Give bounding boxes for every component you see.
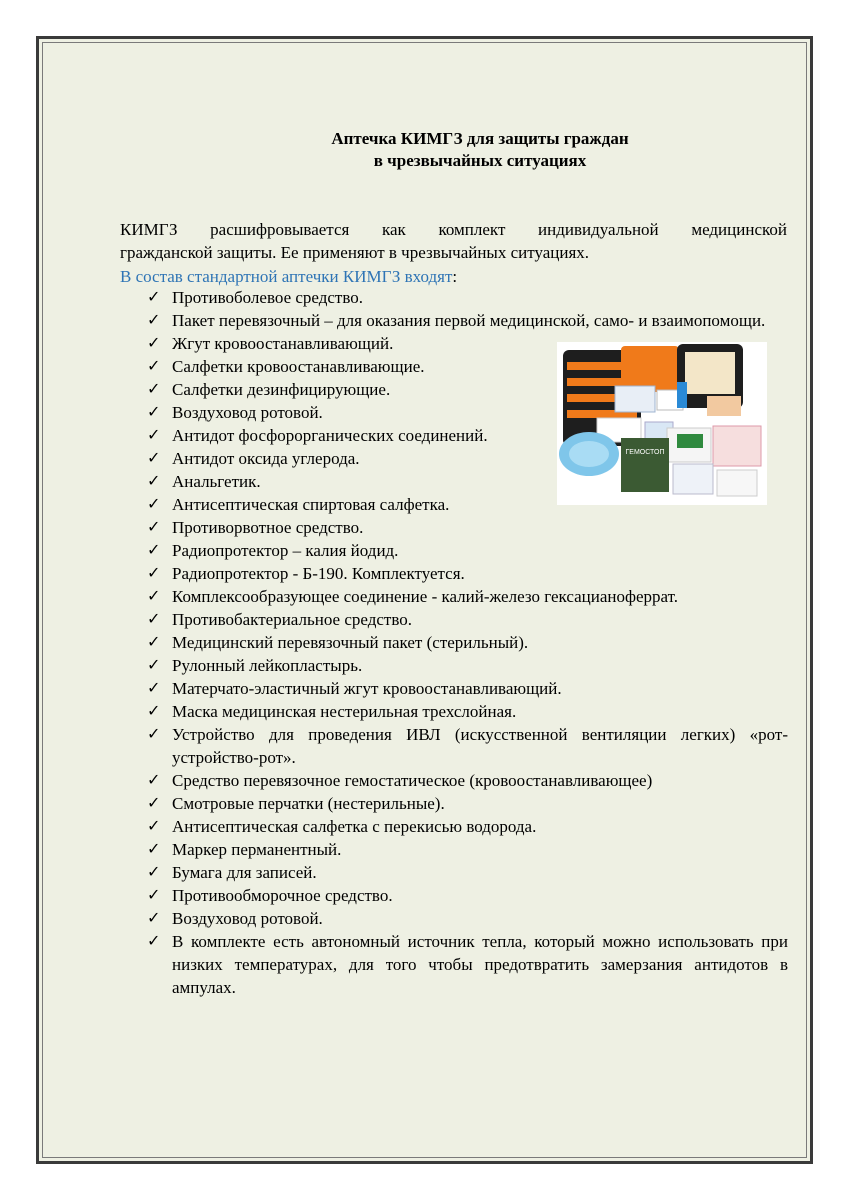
first-aid-kit-illustration: [557, 342, 767, 505]
list-item-text: Антидот фосфорорганических соединений.: [172, 426, 488, 445]
checkmark-icon: ✓: [147, 312, 161, 329]
checkmark-icon: ✓: [147, 611, 161, 628]
composition-heading: [120, 265, 457, 288]
checkmark-icon: ✓: [147, 933, 161, 950]
checkmark-icon: ✓: [147, 381, 161, 398]
list-item: [120, 562, 788, 585]
checkmark-icon: ✓: [147, 634, 161, 651]
list-item-text: Комплексообразующее соединение - калий-железо гексацианоферрат.: [172, 587, 679, 606]
intro-line-1: КИМГЗ расшифровывается как комплект индивидуальной медицинской: [120, 220, 787, 239]
list-item-text: Устройство для проведения ИВЛ (искусственной вентиляции легких) «рот-устройство-рот».: [172, 725, 788, 767]
list-item: [120, 447, 542, 470]
composition-label: В состав стандартной аптечки КИМГЗ входят: [120, 267, 453, 286]
checkmark-icon: ✓: [147, 726, 161, 743]
checkmark-icon: ✓: [147, 910, 161, 927]
checkmark-icon: ✓: [147, 450, 161, 467]
list-item: [120, 401, 542, 424]
list-item-text: В комплекте есть автономный источник тепла, который можно использовать при низких температурах, для того чтобы предотвратить замерзания антидотов в ампулах.: [172, 932, 788, 997]
list-item-text: Воздуховод ротовой.: [172, 909, 323, 928]
list-item-text: Жгут кровоостанавливающий.: [172, 334, 394, 353]
checkmark-icon: ✓: [147, 427, 161, 444]
checkmark-icon: ✓: [147, 565, 161, 582]
list-item: [120, 907, 788, 930]
checkmark-icon: ✓: [147, 358, 161, 375]
list-item: [120, 378, 542, 401]
list-item: [120, 654, 788, 677]
list-item: [120, 930, 788, 999]
list-item-text: Антисептическая салфетка с перекисью водорода.: [172, 817, 537, 836]
list-item: [120, 516, 788, 539]
checkmark-icon: ✓: [147, 335, 161, 352]
intro-paragraph: [120, 218, 787, 264]
checkmark-icon: ✓: [147, 841, 161, 858]
list-item-text: Смотровые перчатки (нестерильные).: [172, 794, 445, 813]
checkmark-icon: ✓: [147, 473, 161, 490]
list-item-text: Средство перевязочное гемостатическое (кровоостанавливающее): [172, 771, 653, 790]
list-item: [120, 723, 788, 769]
checkmark-icon: ✓: [147, 703, 161, 720]
composition-colon: :: [452, 267, 458, 286]
checkmark-icon: ✓: [147, 772, 161, 789]
list-item: [120, 884, 788, 907]
intro-line-2: гражданской защиты. Ее применяют в чрезвычайных ситуациях.: [120, 243, 590, 262]
list-item-text: Маркер перманентный.: [172, 840, 342, 859]
list-item: [120, 470, 542, 493]
document-title: [120, 128, 840, 172]
checkmark-icon: ✓: [147, 818, 161, 835]
photo-pack-label: ГЕМОСТОП: [625, 449, 665, 456]
list-item: [120, 332, 542, 355]
checkmark-icon: ✓: [147, 887, 161, 904]
checkmark-icon: ✓: [147, 864, 161, 881]
list-item-text: Противоболевое средство.: [172, 288, 364, 307]
list-item-text: Противообморочное средство.: [172, 886, 393, 905]
list-item-text: Медицинский перевязочный пакет (стерильный).: [172, 633, 529, 652]
title-line-2: в чрезвычайных ситуациях: [373, 151, 587, 170]
list-item: [120, 539, 788, 562]
title-line-1: Аптечка КИМГЗ для защиты граждан: [331, 129, 629, 148]
checkmark-icon: ✓: [147, 680, 161, 697]
list-item-text: Радиопротектор - Б-190. Комплектуется.: [172, 564, 465, 583]
checkmark-icon: ✓: [147, 519, 161, 536]
list-item-text: Бумага для записей.: [172, 863, 317, 882]
list-item-text: Рулонный лейкопластырь.: [172, 656, 363, 675]
list-item-text: Матерчато-эластичный жгут кровоостанавливающий.: [172, 679, 562, 698]
list-item: [120, 700, 788, 723]
list-item-text: Салфетки кровоостанавливающие.: [172, 357, 425, 376]
checkmark-icon: ✓: [147, 542, 161, 559]
list-item: [120, 838, 788, 861]
list-item: [120, 792, 788, 815]
first-aid-kit-photo: [557, 342, 767, 505]
list-item-text: Пакет перевязочный – для оказания первой медицинской, само- и взаимопомощи.: [172, 311, 766, 330]
list-item-text: Антисептическая спиртовая салфетка.: [172, 495, 450, 514]
list-item: [120, 355, 542, 378]
checkmark-icon: ✓: [147, 657, 161, 674]
list-item: [120, 861, 788, 884]
list-item: [120, 286, 788, 309]
list-item-text: Противобактериальное средство.: [172, 610, 412, 629]
list-item: [120, 424, 542, 447]
list-item: [120, 769, 788, 792]
list-item-text: Маска медицинская нестерильная трехслойная.: [172, 702, 517, 721]
list-item-text: Антидот оксида углерода.: [172, 449, 360, 468]
list-item: [120, 815, 788, 838]
list-item-text: Салфетки дезинфицирующие.: [172, 380, 391, 399]
list-item: [120, 585, 788, 608]
list-item: [120, 677, 788, 700]
list-item: [120, 631, 788, 654]
list-item: [120, 608, 788, 631]
list-item-text: Воздуховод ротовой.: [172, 403, 323, 422]
checkmark-icon: ✓: [147, 404, 161, 421]
checkmark-icon: ✓: [147, 795, 161, 812]
checkmark-icon: ✓: [147, 588, 161, 605]
list-item-text: Радиопротектор – калия йодид.: [172, 541, 399, 560]
list-item-text: Противорвотное средство.: [172, 518, 364, 537]
list-item-text: Анальгетик.: [172, 472, 261, 491]
list-item: [120, 309, 788, 332]
checkmark-icon: ✓: [147, 289, 161, 306]
checkmark-icon: ✓: [147, 496, 161, 513]
